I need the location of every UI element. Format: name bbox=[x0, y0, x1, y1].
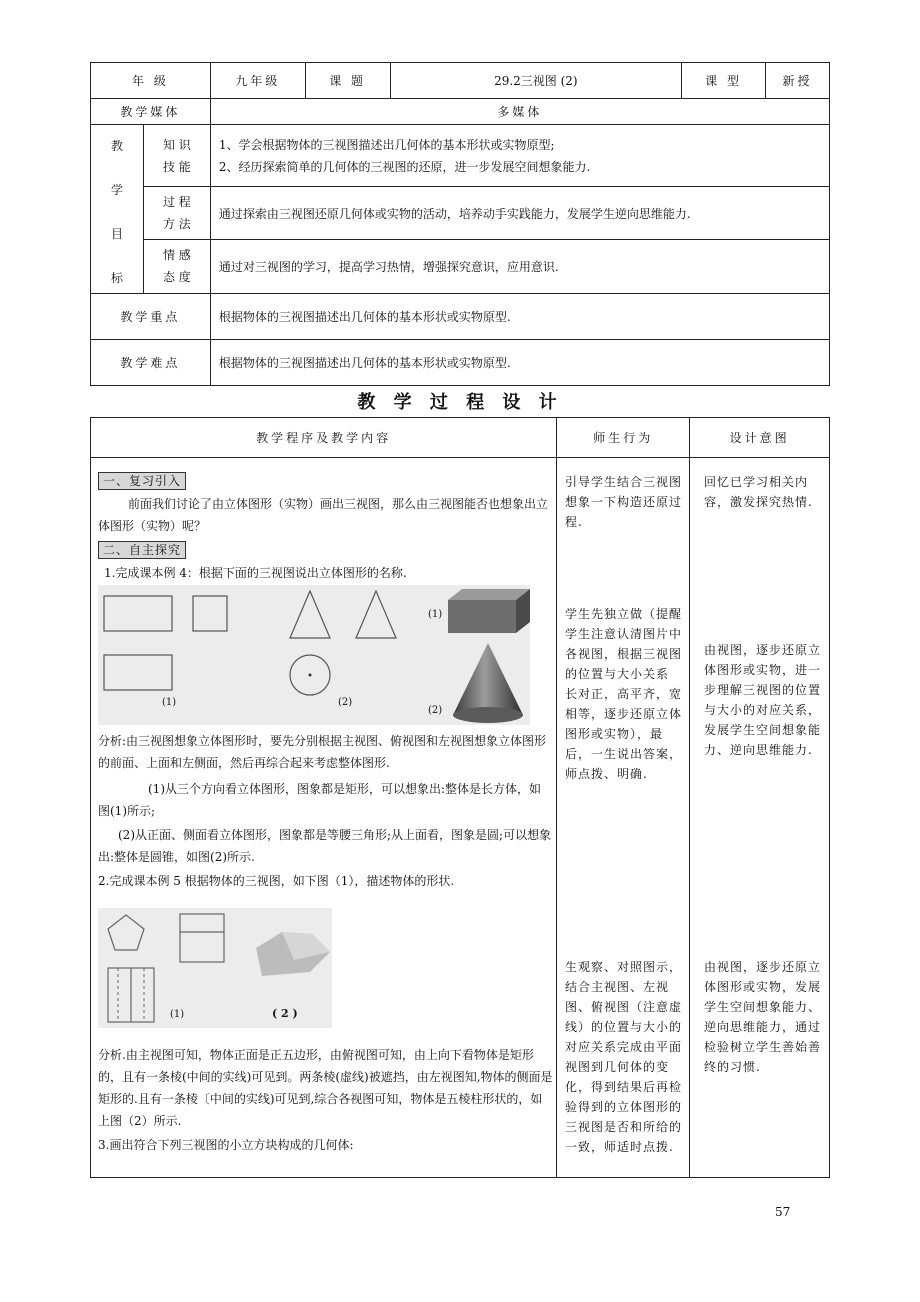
knowledge-line-1: 1、学会根据物体的三视图描述出几何体的基本形状或实物原型; bbox=[218, 137, 555, 152]
analysis-2: 分析.由主视图可知，物体正面是正五边形，由俯视图可知，由上向下看物体是矩形的，且有一条棱(中间的实线)可见到。两条棱(虚线)被遮挡，由左视图知,物体的侧面是矩形的.且有一条棱〔中间的实线)可见到,综合各视图可知，物体是五棱柱形状的，如上图（2）所示. bbox=[98, 1048, 553, 1128]
knowledge-text bbox=[210, 125, 829, 187]
knowledge-line-2: 2、经历探索简单的几何体的三视图的还原，进一步发展空间想象能力. bbox=[218, 159, 591, 174]
goals-label bbox=[91, 125, 144, 294]
difficult-text: 根据物体的三视图描述出几何体的基本形状或实物原型. bbox=[210, 340, 829, 386]
cuboid-3d-front bbox=[448, 600, 516, 633]
prism-top-view bbox=[180, 914, 224, 962]
behavior-1: 引导学生结合三视图想象一下构造还原过程. bbox=[565, 475, 683, 529]
cuboid-side-view bbox=[193, 596, 227, 631]
type-label: 课 型 bbox=[682, 63, 766, 99]
topic-value: 29.2三视图 (2) bbox=[390, 63, 682, 99]
emotion-label-1: 情 感 bbox=[162, 248, 191, 263]
goals-char-4: 标 bbox=[110, 271, 123, 285]
cone-3d-base bbox=[453, 707, 523, 723]
review-paragraph: 前面我们讨论了由立体图形（实物）画出三视图，那么由三视图能否也想象出立体图形（实物）呢？ bbox=[98, 497, 549, 533]
header-content: 教学程序及教学内容 bbox=[91, 418, 557, 458]
goals-char-1: 教 bbox=[110, 139, 123, 153]
analysis-1-part-2: (2)从正面、侧面看立体图形，图象都是等腰三角形;从上面看，图象是圆;可以想象出:整体是圆锥，如图(2)所示. bbox=[98, 828, 552, 864]
grade-label: 年 级 bbox=[91, 63, 211, 99]
intent-1: 回忆已学习相关内容，激发探究热情. bbox=[704, 475, 813, 509]
difficult-label: 教学难点 bbox=[91, 340, 211, 386]
pentagon-front-view bbox=[108, 915, 144, 950]
emotion-text: 通过对三视图的学习，提高学习热情，增强探究意识，应用意识. bbox=[210, 239, 829, 293]
cone-top-center bbox=[309, 674, 312, 677]
three-view-figure-1 bbox=[98, 585, 530, 725]
cone-front-view bbox=[290, 591, 330, 638]
type-value: 新授 bbox=[766, 63, 830, 99]
cone-side-view bbox=[356, 591, 396, 638]
media-value: 多媒体 bbox=[210, 99, 829, 125]
cone-3d-body bbox=[453, 643, 523, 715]
process-label-2: 方 法 bbox=[162, 217, 191, 231]
emotion-label-2: 态 度 bbox=[162, 270, 191, 285]
behavior-3: 生观察、对照图示，结合主视图、左视图、俯视图（注意虚线）的位置与大小的对应关系完成由平面视图到几何体的变化，得到结果后再检验得到的立体图形的三视图是否和所给的一致，师适时点拨. bbox=[565, 960, 683, 1154]
key-text: 根据物体的三视图描述出几何体的基本形状或实物原型. bbox=[210, 294, 829, 340]
example-6-prompt: 3.画出符合下列三视图的小立方块构成的几何体: bbox=[98, 1138, 354, 1152]
fig1-label-left-2: (2) bbox=[338, 697, 353, 708]
analysis-1-part-1: (1)从三个方向看立体图形，图象都是矩形，可以想象出:整体是长方体，如图(1)所示; bbox=[98, 782, 542, 818]
fig2-label-right: ( 2 ) bbox=[272, 1007, 298, 1020]
lesson-info-table bbox=[90, 62, 830, 386]
goals-char-3: 目 bbox=[110, 227, 123, 241]
cuboid-front-view bbox=[104, 596, 172, 631]
cuboid-top-view bbox=[104, 655, 172, 690]
section-review-title: 一、复习引入 bbox=[98, 472, 186, 490]
page-number: 57 bbox=[775, 1205, 791, 1219]
intent-3: 由视图，逐步还原立体图形或实物，发展学生空间想象能力、逆向思维能力，通过检验树立学生善始善终的习惯. bbox=[704, 960, 822, 1074]
fig2-label-left: (1) bbox=[170, 1009, 185, 1020]
process-text: 通过探索由三视图还原几何体或实物的活动，培养动手实践能力，发展学生逆向思维能力. bbox=[210, 187, 829, 239]
header-intent: 设计意图 bbox=[690, 418, 830, 458]
fig1-label-right-2: (2) bbox=[428, 705, 443, 716]
analysis-1: 分析:由三视图想象立体图形时，要先分别根据主视图、俯视图和左视图想象立体图形的前面、上面和左侧面，然后再综合起来考虑整体图形. bbox=[98, 734, 547, 770]
emotion-label bbox=[143, 239, 210, 293]
behavior-2: 学生先独立做（提醒学生注意认清图片中各视图，根据三视图的位置与大小关系 长对正，高平齐，宽相等，逐步还原立体图形或实物），最后，一生说出答案，师点拨、明确. bbox=[565, 607, 683, 781]
header-behavior: 师生行为 bbox=[557, 418, 690, 458]
media-label: 教学媒体 bbox=[91, 99, 211, 125]
design-title: 教 学 过 程 设 计 bbox=[357, 392, 563, 413]
section-explore-title: 二、自主探究 bbox=[98, 541, 186, 559]
fig1-label-left-1: (1) bbox=[162, 697, 177, 708]
key-label: 教学重点 bbox=[91, 294, 211, 340]
cuboid-3d-top bbox=[448, 589, 530, 600]
three-view-figure-2 bbox=[98, 908, 332, 1028]
knowledge-label bbox=[143, 125, 210, 187]
process-label-1: 过 程 bbox=[162, 195, 191, 209]
knowledge-label-1: 知 识 bbox=[162, 137, 191, 152]
fig1-label-right-1: (1) bbox=[428, 609, 443, 620]
topic-label: 课 题 bbox=[305, 63, 390, 99]
example-4-prompt: 1.完成课本例 4：根据下面的三视图说出立体图形的名称. bbox=[104, 566, 407, 580]
grade-value: 九年级 bbox=[210, 63, 305, 99]
knowledge-label-2: 技 能 bbox=[162, 159, 191, 174]
goals-char-2: 学 bbox=[110, 183, 123, 197]
process-label bbox=[143, 187, 210, 239]
intent-2: 由视图，逐步还原立体图形或实物，进一步理解三视图的位置与大小的对应关系，发展学生空间想象能力、逆向思维能力. bbox=[704, 643, 822, 757]
example-5-prompt: 2.完成课本例 5 根据物体的三视图，如下图（1），描述物体的形状. bbox=[98, 874, 455, 888]
